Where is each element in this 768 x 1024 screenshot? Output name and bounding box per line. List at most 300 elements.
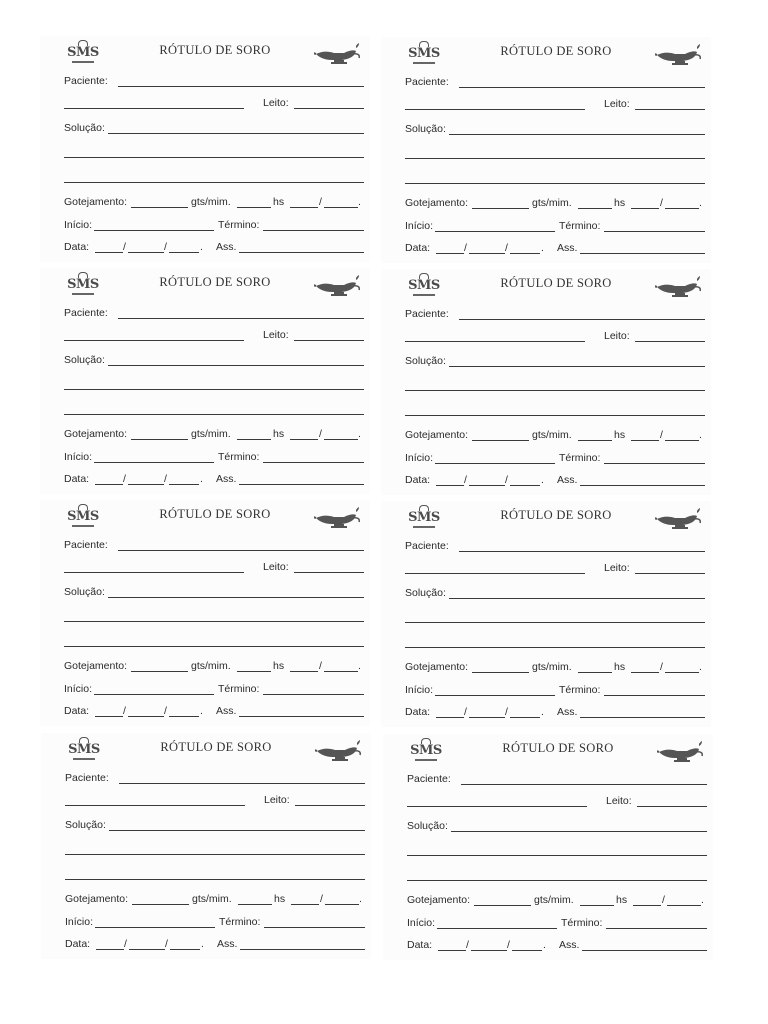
label-title: RÓTULO DE SORO: [500, 508, 612, 522]
label-title: RÓTULO DE SORO: [160, 740, 272, 754]
bed-label: Leito:: [264, 794, 290, 806]
label-title: RÓTULO DE SORO: [159, 43, 271, 57]
date-month-field[interactable]: [128, 252, 164, 253]
solution-field-2[interactable]: [64, 389, 364, 390]
drip-unit-label: gts/mim.: [191, 196, 231, 208]
solution-label: Solução:: [64, 122, 105, 134]
hours-label: hs: [614, 197, 626, 209]
patient-continuation-field[interactable]: [405, 109, 585, 110]
hours-field[interactable]: [578, 672, 612, 673]
solution-field[interactable]: [108, 597, 364, 598]
drip-rate-field[interactable]: [131, 671, 188, 672]
period-mark: .: [699, 197, 702, 209]
end-label: Término:: [219, 916, 261, 928]
nursing-lamp-icon: [314, 42, 362, 64]
label-header: [40, 36, 370, 70]
serum-label-card: [40, 268, 370, 494]
end-field[interactable]: [263, 230, 364, 231]
drip-date-day-field[interactable]: [290, 439, 318, 440]
signature-label: Ass.: [216, 705, 237, 717]
bed-row: [64, 328, 364, 342]
drip-rate-field[interactable]: [131, 207, 188, 208]
drip-label: Gotejamento:: [405, 661, 469, 673]
bed-label: Leito:: [604, 562, 630, 574]
drip-row: [64, 195, 364, 209]
patient-field[interactable]: [118, 318, 364, 319]
end-field[interactable]: [604, 231, 705, 232]
drip-date-month-field[interactable]: [667, 905, 701, 906]
date-label: Data:: [407, 939, 433, 951]
patient-label: Paciente:: [64, 307, 108, 319]
date-sign-row: [405, 241, 705, 255]
solution-label: Solução:: [64, 354, 105, 366]
patient-row: [405, 539, 705, 553]
slash-separator: /: [507, 939, 510, 951]
period-mark: .: [541, 706, 544, 718]
date-label: Data:: [64, 705, 90, 717]
start-end-row: [64, 218, 364, 232]
bed-field[interactable]: [294, 340, 364, 341]
date-month-field[interactable]: [128, 716, 164, 717]
signature-field[interactable]: [239, 484, 364, 485]
hours-field[interactable]: [237, 439, 271, 440]
drip-date-month-field[interactable]: [324, 207, 358, 208]
signature-label: Ass.: [217, 938, 238, 950]
patient-continuation-field[interactable]: [64, 108, 244, 109]
end-field[interactable]: [263, 694, 364, 695]
hours-label: hs: [616, 894, 628, 906]
signature-label: Ass.: [559, 939, 580, 951]
end-label: Término:: [559, 684, 601, 696]
bed-label: Leito:: [263, 561, 289, 573]
drip-label: Gotejamento:: [64, 428, 128, 440]
start-field[interactable]: [94, 694, 214, 695]
slash-separator: /: [320, 893, 323, 905]
end-label: Término:: [559, 220, 601, 232]
sms-logo-icon: SMS: [407, 273, 441, 301]
solution-row: [64, 585, 364, 599]
end-label: Término:: [561, 917, 603, 929]
solution-line-3: [64, 402, 364, 416]
period-mark: .: [543, 939, 546, 951]
bed-label: Leito:: [606, 795, 632, 807]
sms-logo-icon: SMS: [66, 504, 100, 532]
bed-row: [405, 97, 705, 111]
bed-row: [64, 560, 364, 574]
nursing-lamp-icon: [314, 274, 362, 296]
label-title: RÓTULO DE SORO: [502, 741, 614, 755]
bed-label: Leito:: [604, 330, 630, 342]
date-year-field[interactable]: [169, 716, 199, 717]
start-label: Início:: [405, 220, 434, 232]
drip-row: [64, 659, 364, 673]
date-month-field[interactable]: [128, 484, 164, 485]
date-month-field[interactable]: [129, 949, 165, 950]
solution-line-3: [405, 635, 705, 649]
solution-line-2: [407, 843, 707, 857]
drip-label: Gotejamento:: [65, 893, 129, 905]
solution-field-3[interactable]: [65, 879, 365, 880]
serum-label-card: [40, 500, 370, 726]
solution-field-2[interactable]: [65, 854, 365, 855]
solution-label: Solução:: [405, 587, 446, 599]
signature-label: Ass.: [557, 706, 578, 718]
end-field[interactable]: [263, 462, 364, 463]
signature-label: Ass.: [557, 242, 578, 254]
date-day-field[interactable]: [436, 717, 464, 718]
slash-separator: /: [464, 706, 467, 718]
date-day-field[interactable]: [96, 949, 124, 950]
solution-line-3: [407, 868, 707, 882]
date-sign-row: [407, 938, 707, 952]
patient-field[interactable]: [119, 783, 365, 784]
patient-continuation-field[interactable]: [64, 340, 244, 341]
label-title: RÓTULO DE SORO: [159, 275, 271, 289]
slash-separator: /: [464, 474, 467, 486]
start-end-row: [405, 451, 705, 465]
period-mark: .: [699, 429, 702, 441]
solution-field-3[interactable]: [64, 182, 364, 183]
slash-separator: /: [123, 241, 126, 253]
solution-field[interactable]: [108, 133, 364, 134]
date-month-field[interactable]: [469, 485, 505, 486]
drip-unit-label: gts/mim.: [191, 428, 231, 440]
date-month-field[interactable]: [469, 717, 505, 718]
hours-field[interactable]: [237, 671, 271, 672]
drip-date-month-field[interactable]: [665, 208, 699, 209]
solution-line-2: [64, 145, 364, 159]
patient-label: Paciente:: [407, 773, 451, 785]
serum-label-card: [381, 269, 711, 495]
drip-date-day-field[interactable]: [290, 671, 318, 672]
drip-date-day-field[interactable]: [633, 905, 661, 906]
solution-row: [405, 354, 705, 368]
solution-field[interactable]: [449, 366, 705, 367]
patient-label: Paciente:: [64, 539, 108, 551]
start-end-row: [64, 682, 364, 696]
drip-row: [65, 892, 365, 906]
period-mark: .: [359, 893, 362, 905]
patient-row: [64, 306, 364, 320]
date-year-field[interactable]: [510, 485, 540, 486]
solution-field[interactable]: [451, 831, 707, 832]
solution-field-3[interactable]: [407, 880, 707, 881]
signature-field[interactable]: [580, 717, 705, 718]
patient-continuation-field[interactable]: [65, 805, 245, 806]
solution-field-2[interactable]: [64, 157, 364, 158]
solution-line-2: [64, 609, 364, 623]
start-end-row: [405, 219, 705, 233]
signature-label: Ass.: [216, 241, 237, 253]
drip-date-month-field[interactable]: [665, 440, 699, 441]
drip-unit-label: gts/mim.: [532, 661, 572, 673]
solution-row: [407, 819, 707, 833]
solution-line-2: [405, 610, 705, 624]
slash-separator: /: [505, 474, 508, 486]
slash-separator: /: [319, 660, 322, 672]
end-label: Término:: [218, 683, 260, 695]
slash-separator: /: [660, 197, 663, 209]
date-day-field[interactable]: [95, 252, 123, 253]
bed-label: Leito:: [263, 329, 289, 341]
solution-line-2: [64, 377, 364, 391]
solution-field-3[interactable]: [405, 647, 705, 648]
patient-label: Paciente:: [405, 540, 449, 552]
solution-field[interactable]: [449, 134, 705, 135]
end-field[interactable]: [606, 928, 707, 929]
signature-field[interactable]: [582, 950, 707, 951]
sms-logo-icon: SMS: [407, 41, 441, 69]
drip-date-month-field[interactable]: [325, 904, 359, 905]
slash-separator: /: [123, 705, 126, 717]
solution-field-2[interactable]: [405, 158, 705, 159]
bed-row: [405, 329, 705, 343]
drip-row: [405, 660, 705, 674]
hours-label: hs: [274, 893, 286, 905]
signature-field[interactable]: [240, 949, 365, 950]
date-label: Data:: [64, 473, 90, 485]
patient-label: Paciente:: [405, 76, 449, 88]
bed-field[interactable]: [294, 572, 364, 573]
nursing-lamp-icon: [315, 739, 363, 761]
hours-field[interactable]: [578, 440, 612, 441]
slash-separator: /: [319, 428, 322, 440]
solution-field-3[interactable]: [64, 646, 364, 647]
period-mark: .: [701, 894, 704, 906]
period-mark: .: [358, 428, 361, 440]
date-sign-row: [65, 937, 365, 951]
patient-row: [64, 538, 364, 552]
slash-separator: /: [662, 894, 665, 906]
period-mark: .: [201, 938, 204, 950]
date-label: Data:: [405, 474, 431, 486]
slash-separator: /: [660, 429, 663, 441]
bed-label: Leito:: [604, 98, 630, 110]
start-label: Início:: [64, 219, 93, 231]
solution-field[interactable]: [108, 365, 364, 366]
end-label: Término:: [218, 219, 260, 231]
period-mark: .: [699, 661, 702, 673]
date-sign-row: [405, 705, 705, 719]
drip-rate-field[interactable]: [131, 439, 188, 440]
signature-label: Ass.: [216, 473, 237, 485]
date-day-field[interactable]: [95, 716, 123, 717]
drip-label: Gotejamento:: [405, 429, 469, 441]
patient-field[interactable]: [118, 550, 364, 551]
signature-field[interactable]: [239, 716, 364, 717]
date-year-field[interactable]: [170, 949, 200, 950]
slash-separator: /: [466, 939, 469, 951]
date-sign-row: [64, 704, 364, 718]
hours-field[interactable]: [237, 207, 271, 208]
nursing-lamp-icon: [314, 506, 362, 528]
end-field[interactable]: [604, 463, 705, 464]
bed-field[interactable]: [635, 109, 705, 110]
patient-continuation-field[interactable]: [64, 572, 244, 573]
patient-field[interactable]: [459, 87, 705, 88]
end-label: Término:: [559, 452, 601, 464]
start-end-row: [64, 450, 364, 464]
date-day-field[interactable]: [438, 950, 466, 951]
date-month-field[interactable]: [469, 253, 505, 254]
drip-rate-field[interactable]: [472, 440, 529, 441]
label-header: [383, 734, 713, 768]
bed-field[interactable]: [294, 108, 364, 109]
drip-date-day-field[interactable]: [291, 904, 319, 905]
start-end-row: [405, 683, 705, 697]
signature-field[interactable]: [580, 253, 705, 254]
patient-field[interactable]: [459, 551, 705, 552]
patient-row: [407, 772, 707, 786]
start-field[interactable]: [435, 231, 555, 232]
date-day-field[interactable]: [436, 485, 464, 486]
drip-date-day-field[interactable]: [631, 208, 659, 209]
serum-label-card: [41, 733, 371, 959]
bed-field[interactable]: [637, 806, 707, 807]
serum-label-card: [381, 37, 711, 263]
drip-date-day-field[interactable]: [290, 207, 318, 208]
solution-row: [405, 122, 705, 136]
drip-unit-label: gts/mim.: [532, 429, 572, 441]
bed-field[interactable]: [635, 573, 705, 574]
date-year-field[interactable]: [510, 253, 540, 254]
drip-date-month-field[interactable]: [324, 439, 358, 440]
patient-field[interactable]: [459, 319, 705, 320]
drip-label: Gotejamento:: [64, 196, 128, 208]
end-field[interactable]: [264, 927, 365, 928]
patient-field[interactable]: [118, 86, 364, 87]
bed-field[interactable]: [295, 805, 365, 806]
drip-row: [407, 893, 707, 907]
solution-field[interactable]: [449, 598, 705, 599]
drip-rate-field[interactable]: [472, 672, 529, 673]
label-header: [381, 37, 711, 71]
date-sign-row: [64, 240, 364, 254]
bed-row: [64, 96, 364, 110]
date-day-field[interactable]: [436, 253, 464, 254]
hours-field[interactable]: [580, 905, 614, 906]
patient-continuation-field[interactable]: [405, 341, 585, 342]
drip-unit-label: gts/mim.: [192, 893, 232, 905]
date-label: Data:: [405, 242, 431, 254]
patient-field[interactable]: [461, 784, 707, 785]
sms-logo-icon: SMS: [67, 737, 101, 765]
date-year-field[interactable]: [169, 484, 199, 485]
hours-field[interactable]: [238, 904, 272, 905]
end-label: Término:: [218, 451, 260, 463]
solution-field[interactable]: [109, 830, 365, 831]
period-mark: .: [358, 196, 361, 208]
date-day-field[interactable]: [95, 484, 123, 485]
solution-field-3[interactable]: [64, 414, 364, 415]
date-year-field[interactable]: [512, 950, 542, 951]
patient-row: [65, 771, 365, 785]
solution-field-2[interactable]: [405, 390, 705, 391]
solution-field-3[interactable]: [405, 415, 705, 416]
solution-field-2[interactable]: [407, 855, 707, 856]
nursing-lamp-icon: [655, 507, 703, 529]
solution-field-3[interactable]: [405, 183, 705, 184]
nursing-lamp-icon: [655, 275, 703, 297]
label-header: [40, 268, 370, 302]
drip-row: [405, 196, 705, 210]
solution-row: [405, 586, 705, 600]
patient-row: [405, 75, 705, 89]
hours-label: hs: [273, 428, 285, 440]
sms-logo-icon: SMS: [407, 505, 441, 533]
end-field[interactable]: [604, 695, 705, 696]
slash-separator: /: [164, 473, 167, 485]
patient-continuation-field[interactable]: [405, 573, 585, 574]
start-label: Início:: [64, 451, 93, 463]
hours-field[interactable]: [578, 208, 612, 209]
drip-date-day-field[interactable]: [631, 672, 659, 673]
sms-logo-icon: SMS: [66, 40, 100, 68]
label-header: [40, 500, 370, 534]
period-mark: .: [200, 241, 203, 253]
signature-label: Ass.: [557, 474, 578, 486]
bed-field[interactable]: [635, 341, 705, 342]
drip-rate-field[interactable]: [474, 905, 531, 906]
date-year-field[interactable]: [510, 717, 540, 718]
drip-rate-field[interactable]: [472, 208, 529, 209]
hours-label: hs: [273, 196, 285, 208]
start-label: Início:: [407, 917, 436, 929]
solution-line-2: [65, 842, 365, 856]
patient-continuation-field[interactable]: [407, 806, 587, 807]
date-month-field[interactable]: [471, 950, 507, 951]
bed-label: Leito:: [263, 97, 289, 109]
drip-row: [405, 428, 705, 442]
drip-date-day-field[interactable]: [631, 440, 659, 441]
hours-label: hs: [614, 661, 626, 673]
start-field[interactable]: [437, 928, 557, 929]
solution-row: [65, 818, 365, 832]
start-field[interactable]: [94, 230, 214, 231]
start-field[interactable]: [435, 695, 555, 696]
drip-row: [64, 427, 364, 441]
date-year-field[interactable]: [169, 252, 199, 253]
period-mark: .: [200, 473, 203, 485]
signature-field[interactable]: [580, 485, 705, 486]
start-field[interactable]: [95, 927, 215, 928]
drip-rate-field[interactable]: [132, 904, 189, 905]
patient-label: Paciente:: [405, 308, 449, 320]
date-label: Data:: [405, 706, 431, 718]
drip-unit-label: gts/mim.: [191, 660, 231, 672]
date-sign-row: [64, 472, 364, 486]
bed-row: [65, 793, 365, 807]
date-label: Data:: [65, 938, 91, 950]
drip-label: Gotejamento:: [405, 197, 469, 209]
label-header: [381, 269, 711, 303]
signature-field[interactable]: [239, 252, 364, 253]
solution-field-2[interactable]: [64, 621, 364, 622]
drip-date-month-field[interactable]: [665, 672, 699, 673]
start-end-row: [65, 915, 365, 929]
start-field[interactable]: [435, 463, 555, 464]
period-mark: .: [200, 705, 203, 717]
label-header: [381, 501, 711, 535]
solution-field-2[interactable]: [405, 622, 705, 623]
start-field[interactable]: [94, 462, 214, 463]
label-header: [41, 733, 371, 767]
solution-label: Solução:: [405, 355, 446, 367]
slash-separator: /: [124, 938, 127, 950]
solution-line-2: [405, 146, 705, 160]
drip-date-month-field[interactable]: [324, 671, 358, 672]
date-sign-row: [405, 473, 705, 487]
